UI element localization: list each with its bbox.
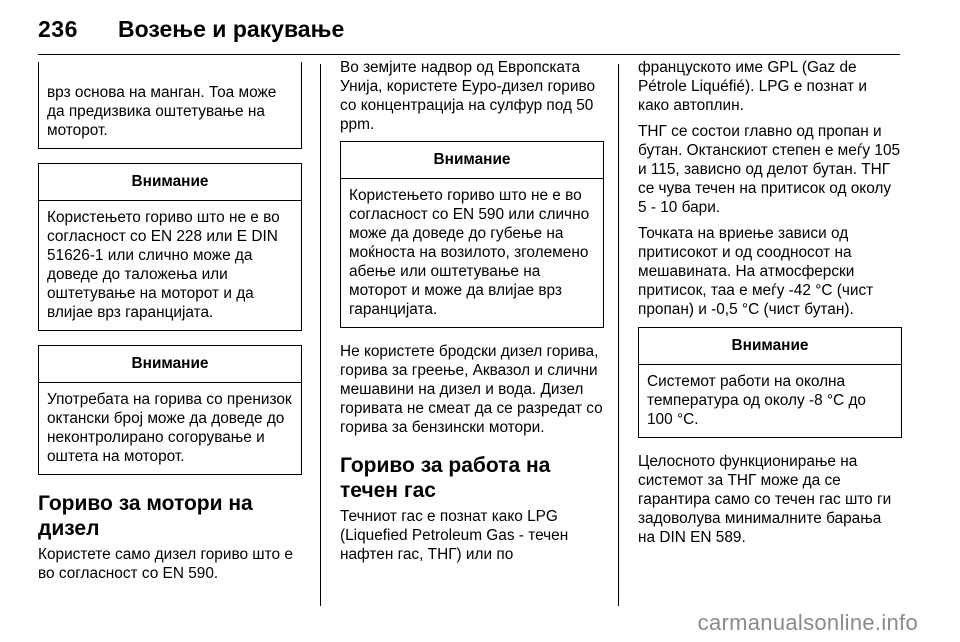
warning-text: Користењето гориво што не е во согласност со EN 590 или слично може да доведе до губење на моќноста на возилото, зголемено абење или оштетување на моторот и може да влијае врз гаранцијата. bbox=[349, 187, 590, 318]
warning-box bbox=[638, 327, 902, 438]
paragraph: Не користете бродски дизел горива, горива за греење, Аквазол и слични мешавини на дизел и вода. Дизел горивата не смеат да се разредат со горива за бензински мотори. bbox=[340, 343, 603, 436]
page-header bbox=[38, 12, 900, 55]
paragraph: Течниот гас е познат како LPG (Liquefied Petroleum Gas - течен нафтен гас, ТНГ) или по bbox=[340, 508, 569, 563]
paragraph: Користете само дизел гориво што е во согласност со EN 590. bbox=[38, 546, 293, 582]
watermark: carmanualsonline.info bbox=[697, 610, 918, 635]
paragraph: Целосното функционирање на системот за ТНГ може да се гарантира само со течен гас што ги задоволува минималните барања на DIN EN 589. bbox=[638, 453, 892, 546]
continued-warning-box bbox=[38, 62, 302, 149]
column-divider bbox=[320, 64, 321, 606]
paragraph: Точката на вриење зависи од притисокот и од соодносот на мешавината. На атмосферски притисок, таа е меѓу -42 °C (чист пропан) и -0,5 °C (чист бутан). bbox=[638, 225, 874, 318]
warning-title: Внимание bbox=[39, 164, 301, 201]
page-title: Возење и ракување bbox=[118, 16, 345, 42]
column-middle bbox=[340, 58, 604, 571]
warning-box bbox=[340, 141, 604, 328]
warning-box bbox=[38, 345, 302, 475]
column-right bbox=[638, 58, 902, 554]
warning-text: Системот работи на околна температура од околу -8 °C до 100 °C. bbox=[647, 373, 866, 428]
column-left bbox=[38, 58, 302, 590]
warning-title: Внимание bbox=[639, 328, 901, 365]
page-number: 236 bbox=[38, 16, 78, 42]
column-divider bbox=[618, 64, 619, 606]
warning-box bbox=[38, 163, 302, 331]
paragraph: Во земјите надвор од Европската Унија, користете Еуро-дизел гориво со концентрација на сулфур под 50 ppm. bbox=[340, 59, 596, 133]
warning-text: Употребата на горива со пренизок октански број може да доведе до неконтролирано согорување и оштета на моторот. bbox=[47, 391, 292, 465]
section-heading-diesel: Гориво за мотори на дизел bbox=[38, 492, 253, 540]
warning-title: Внимание bbox=[341, 142, 603, 179]
paragraph: ТНГ се состои главно од пропан и бутан. Октанскиот степен е меѓу 105 и 115, зависно од делот бутан. ТНГ се чува течен на притисок од околу 5 - 10 бари. bbox=[638, 123, 901, 216]
warning-text: Користењето гориво што не е во согласност со EN 228 или E DIN 51626-1 или слично може да доведе до таложења или оштетување на моторот и да влијае врз гаранцијата. bbox=[47, 209, 280, 321]
continued-warning-text: врз основа на манган. Тоа може да предизвика оштетување на моторот. bbox=[47, 84, 277, 139]
paragraph: францускoто име GPL (Gaz de Pétrole Liquéfié). LPG е познат и како автоплин. bbox=[638, 59, 867, 114]
warning-title: Внимание bbox=[39, 346, 301, 383]
section-heading-lpg: Гориво за работа на течен гас bbox=[340, 454, 551, 502]
